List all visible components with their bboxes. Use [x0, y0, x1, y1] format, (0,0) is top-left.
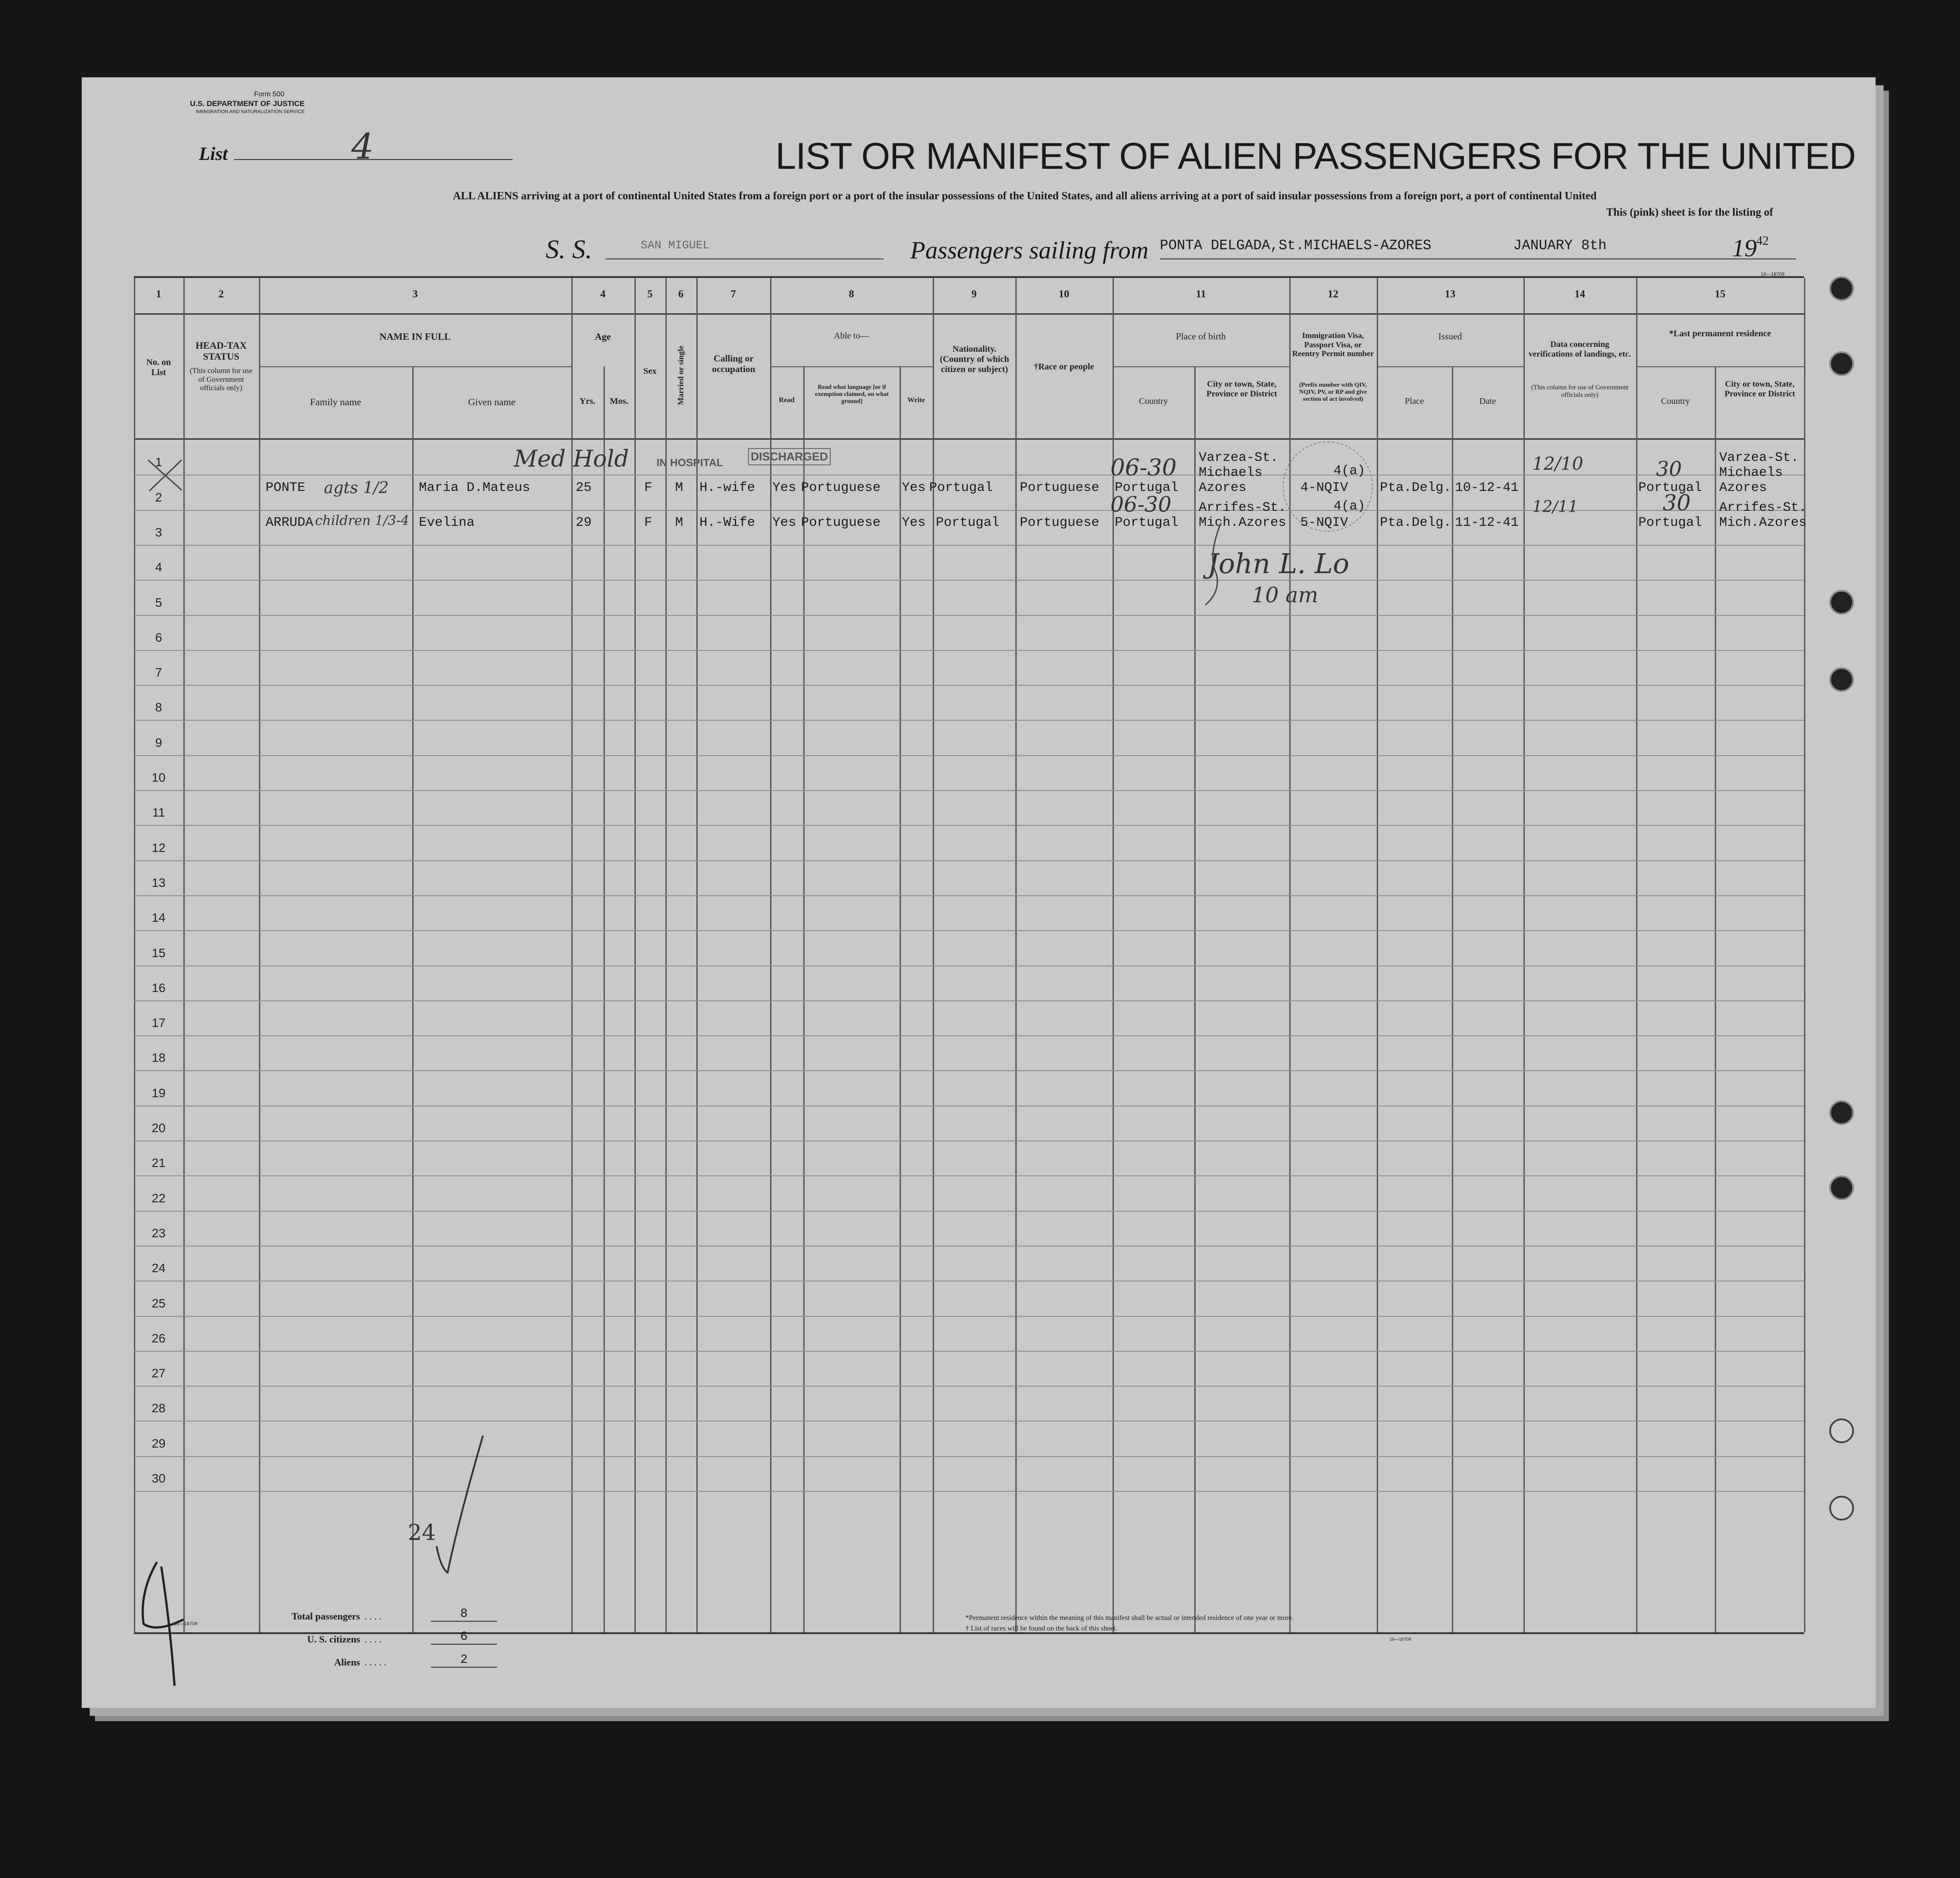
inspector-signature: John L. Lo	[1208, 547, 1349, 580]
row-line	[134, 1070, 1804, 1071]
sex: F	[644, 480, 653, 495]
col-number: 11	[1196, 289, 1206, 300]
header-given-name: Given name	[468, 396, 516, 407]
can-write: Yes	[902, 480, 926, 495]
ss-label: S. S.	[546, 235, 592, 264]
row-number: 24	[152, 1261, 166, 1275]
row-number: 14	[152, 911, 166, 925]
row-line	[134, 930, 1804, 931]
subtitle-line-2: This (pink) sheet is for the listing of	[1606, 206, 1774, 218]
issued-place: Pta.Delg.	[1380, 515, 1452, 530]
visa-section: 4(a)	[1333, 499, 1366, 514]
row-number: 8	[155, 700, 162, 715]
header-calling: Calling or occupation	[712, 353, 756, 375]
col-number: 4	[600, 289, 606, 300]
official-seal-stamp	[1283, 441, 1373, 532]
read-language: Portuguese	[801, 480, 881, 495]
row-line	[134, 1175, 1804, 1176]
row-number: 5	[155, 595, 162, 609]
binder-hole	[1829, 667, 1854, 692]
row-number: 4	[155, 560, 162, 574]
header-birth-city: City or town, State, Province or District	[1206, 380, 1277, 399]
subtitle-line-1: ALL ALIENS arriving at a port of continental United States from a foreign port or a port of the insular possessions of the United States, and all aliens arriving at a port of said insular possessions from a foreign port, a port of continental United	[453, 190, 1597, 202]
sailing-label: Passengers sailing from	[910, 237, 1149, 264]
binder-hole	[1829, 1175, 1854, 1200]
col-line	[1377, 278, 1378, 1632]
birth-city-line: Azores	[1199, 480, 1247, 495]
header-issued-date: Date	[1479, 396, 1496, 406]
aliens-value: 2	[431, 1653, 497, 1668]
total-passengers-label: Total passengers	[291, 1611, 360, 1622]
given-name: Evelina	[419, 515, 475, 530]
read-language: Portuguese	[801, 515, 881, 530]
col-line	[259, 278, 260, 1632]
row-line	[134, 1386, 1804, 1387]
header-rule	[134, 313, 1804, 315]
header-birth-country: Country	[1139, 396, 1168, 406]
header-nationality: Nationality. (Country of which citizen or subject)	[940, 344, 1009, 374]
manifest-sheet	[82, 77, 1876, 1708]
binder-hole	[1829, 276, 1854, 301]
row-number: 3	[155, 525, 162, 539]
discharged-stamp: DISCHARGED	[748, 448, 831, 465]
col-number: 8	[849, 289, 854, 300]
departure-port: PONTA DELGADA,St.MICHAELS-AZORES	[1160, 237, 1432, 254]
header-write: Write	[907, 396, 925, 404]
row-number: 16	[152, 981, 166, 995]
can-read: Yes	[772, 515, 797, 530]
row-number: 11	[152, 806, 165, 820]
arruda-note: children 1/3-4	[315, 513, 409, 528]
given-name: Maria D.Mateus	[419, 480, 531, 495]
residence-city-line: Azores	[1719, 480, 1767, 495]
time-note: 10 am	[1252, 583, 1318, 608]
row-number: 26	[152, 1331, 166, 1345]
header-read-language: Read what language [or if exemption claimed, on what ground]	[815, 384, 889, 405]
header-read: Read	[779, 396, 795, 404]
header-res-country: Country	[1661, 396, 1690, 406]
header-family-name: Family name	[310, 396, 361, 407]
binder-hole	[1829, 1496, 1854, 1521]
header-head-tax-note: (This column for use of Government officials only)	[190, 366, 253, 392]
header-last-residence: *Last permanent residence	[1669, 329, 1771, 338]
race: Portuguese	[1020, 515, 1100, 530]
med-hold-note: Med Hold	[514, 446, 629, 472]
service: IMMIGRATION AND NATURALIZATION SERVICE	[196, 109, 305, 114]
residence-city-line: Mich.Azores	[1719, 515, 1807, 530]
leader-dots: . . . .	[365, 1611, 382, 1622]
total-passengers-value: 8	[431, 1607, 497, 1622]
residence-city-line: Varzea-St.	[1719, 450, 1799, 465]
aliens-label: Aliens	[334, 1657, 360, 1668]
row-line	[134, 720, 1804, 721]
issued-date: 10-12-41	[1455, 480, 1519, 495]
header-married: Married or single	[676, 346, 685, 405]
col-line	[412, 366, 414, 1632]
col-line	[634, 278, 636, 1632]
binder-hole	[1829, 1418, 1854, 1443]
col-line	[803, 366, 805, 1632]
subheader-rule	[1113, 366, 1289, 367]
us-citizens-value: 6	[431, 1630, 497, 1645]
in-hospital-stamp: IN HOSPITAL	[657, 457, 723, 469]
footnote-code: 16—18709	[1390, 1637, 1411, 1642]
list-label: List	[199, 144, 228, 164]
row-line	[134, 755, 1804, 756]
header-yrs: Yrs.	[579, 396, 596, 406]
birth-city-line: Michaels	[1199, 465, 1263, 480]
row-line	[134, 1316, 1804, 1317]
header-sex: Sex	[643, 366, 657, 376]
subheader-rule	[1377, 366, 1523, 367]
row-number: 9	[155, 735, 162, 749]
row-line	[134, 895, 1804, 896]
row-line	[134, 860, 1804, 861]
col-line	[1523, 278, 1525, 1632]
ponte-note: agts 1/2	[324, 479, 389, 497]
residence-code-note: 30	[1656, 457, 1682, 481]
row-line	[134, 1421, 1804, 1422]
race: Portuguese	[1020, 480, 1100, 495]
birth-country: Portugal	[1115, 480, 1179, 495]
row-number: 18	[152, 1051, 166, 1065]
issued-hand-note: 12/11	[1532, 498, 1578, 516]
issued-hand-note: 12/10	[1532, 454, 1584, 474]
row-number: 22	[152, 1191, 166, 1205]
col-number: 3	[412, 289, 418, 300]
row-number: 21	[152, 1156, 166, 1170]
col-line	[1636, 278, 1637, 1632]
header-mos: Mos.	[610, 396, 628, 406]
row-line	[134, 1000, 1804, 1001]
residence-city-line: Arrifes-St.	[1719, 500, 1807, 515]
form-number: Form 500	[254, 91, 285, 98]
col-line	[665, 278, 667, 1632]
col-line	[1804, 278, 1805, 1632]
nationality: Portugal	[929, 480, 993, 495]
row-number: 1	[155, 455, 162, 469]
family-name: PONTE	[266, 480, 306, 495]
row-number: 20	[152, 1121, 166, 1135]
can-read: Yes	[772, 480, 797, 495]
row-line	[134, 1491, 1804, 1492]
large-check-mark	[130, 1558, 188, 1690]
row-line	[134, 685, 1804, 686]
col-line	[770, 278, 771, 1632]
row-line	[134, 1246, 1804, 1247]
row-number: 10	[152, 771, 166, 784]
header-bottom-rule	[134, 438, 1804, 440]
age-years: 29	[576, 515, 592, 530]
year-prefix: 19	[1732, 235, 1757, 262]
ship-name: SAN MIGUEL	[641, 239, 710, 252]
signature-stroke	[1203, 521, 1221, 601]
col-number: 5	[647, 289, 653, 300]
row-number: 2	[155, 490, 162, 504]
row-line	[134, 1035, 1804, 1036]
row-number: 23	[152, 1226, 166, 1240]
col-number: 12	[1328, 289, 1338, 300]
row-line	[134, 1456, 1804, 1457]
residence-city-line: Michaels	[1719, 465, 1783, 480]
row-number: 12	[152, 840, 166, 855]
visa-number: 5-NQIV	[1300, 515, 1348, 530]
header-race: †Race or people	[1033, 362, 1094, 372]
binder-hole	[1829, 1100, 1854, 1125]
header-issued: Issued	[1438, 331, 1462, 342]
nationality: Portugal	[936, 515, 1000, 530]
footnote-races: † List of races will be found on the back of this sheet.	[965, 1625, 1117, 1632]
row-number: 29	[152, 1436, 166, 1450]
tally-note: 24	[408, 1520, 436, 1545]
manifest-title: LIST OR MANIFEST OF ALIEN PASSENGERS FOR THE UNITED	[775, 135, 1856, 177]
header-visa-note: (Prefix number with QIV, NQIV, PV, or RP and give section of act involved)	[1299, 382, 1367, 403]
subheader-rule	[1636, 366, 1804, 367]
col-number: 2	[218, 289, 224, 300]
form-code-top: 16—18709	[1761, 272, 1785, 277]
col-line	[1015, 278, 1017, 1632]
col-number: 15	[1715, 289, 1725, 300]
header-place-of-birth: Place of birth	[1176, 331, 1226, 342]
row-line	[134, 650, 1804, 651]
col-number: 13	[1445, 289, 1455, 300]
col-line	[571, 278, 573, 1632]
row-number: 13	[152, 875, 166, 890]
col-line	[900, 366, 901, 1632]
col-number: 9	[971, 289, 977, 300]
col-line	[1452, 366, 1453, 1632]
row-number: 19	[152, 1086, 166, 1100]
row-line	[134, 1140, 1804, 1141]
col-number: 6	[678, 289, 684, 300]
row-number: 28	[152, 1401, 166, 1415]
occupation: H.-wife	[699, 480, 756, 495]
departure-date: JANUARY 8th	[1513, 237, 1607, 254]
code-note: 06-30	[1110, 455, 1177, 481]
row-line	[134, 790, 1804, 791]
birth-country: Portugal	[1115, 515, 1179, 530]
marital-status: M	[675, 515, 684, 530]
row-line	[134, 825, 1804, 826]
col-line	[1715, 366, 1716, 1632]
residence-country: Portugal	[1638, 480, 1702, 495]
cross-mark	[147, 459, 174, 486]
row-number: 7	[155, 665, 162, 680]
header-data-concerning: Data concerning verifications of landings, etc.	[1528, 340, 1631, 359]
issued-date: 11-12-41	[1455, 515, 1519, 530]
header-name-in-full: NAME IN FULL	[379, 331, 451, 342]
manifest-table	[134, 276, 1807, 1634]
code-note: 06-30	[1110, 492, 1172, 517]
binder-hole	[1829, 590, 1854, 615]
header-head-tax: HEAD-TAX STATUS	[195, 340, 247, 362]
col-line	[183, 278, 185, 1632]
col-number: 10	[1059, 289, 1069, 300]
col-line	[696, 278, 698, 1632]
us-citizens-label: U. S. citizens	[307, 1634, 360, 1645]
col-line	[134, 278, 135, 1632]
check-mark	[434, 1431, 487, 1577]
issued-place: Pta.Delg.	[1380, 480, 1452, 495]
row-number: 17	[152, 1016, 166, 1030]
list-number: 4	[351, 126, 374, 167]
row-line	[134, 1211, 1804, 1212]
col-line	[604, 366, 605, 1632]
row-number: 15	[152, 946, 166, 960]
row-number: 6	[155, 630, 162, 644]
row-number: 27	[152, 1366, 166, 1380]
age-years: 25	[576, 480, 592, 495]
binder-hole	[1829, 351, 1854, 376]
marital-status: M	[675, 480, 684, 495]
leader-dots: . . . . .	[365, 1657, 387, 1668]
subheader-rule	[770, 366, 933, 367]
row-line	[134, 580, 1804, 581]
department: U.S. DEPARTMENT OF JUSTICE	[190, 99, 305, 108]
subheader-rule	[259, 366, 571, 367]
col-number: 14	[1574, 289, 1585, 300]
visa-section: 4(a)	[1333, 464, 1366, 479]
can-write: Yes	[902, 515, 926, 530]
residence-country: Portugal	[1638, 515, 1702, 530]
leader-dots: . . . .	[365, 1634, 382, 1645]
row-line	[134, 615, 1804, 616]
header-visa: Immigration Visa, Passport Visa, or Reentry Permit number	[1292, 331, 1374, 358]
form-code-bottom: 16—18709	[174, 1621, 198, 1627]
sex: F	[644, 515, 653, 530]
occupation: H.-Wife	[699, 515, 756, 530]
col-line	[1194, 366, 1196, 1632]
year-suffix: 42	[1756, 234, 1769, 248]
col-number: 7	[730, 289, 736, 300]
visa-number: 4-NQIV	[1300, 480, 1348, 495]
header-able-to: Able to—	[834, 331, 869, 341]
birth-city-line: Arrifes-St.	[1199, 500, 1287, 515]
row-line	[134, 1351, 1804, 1352]
birth-city-line: Varzea-St.	[1199, 450, 1279, 465]
row-line	[134, 545, 1804, 546]
header-no-on-list: No. on List	[146, 357, 171, 377]
header-age: Age	[595, 331, 611, 342]
row-number: 30	[152, 1471, 166, 1485]
header-data-note: (This column for use of Government officials only)	[1531, 384, 1629, 399]
family-name: ARRUDA	[266, 515, 314, 530]
header-issued-place: Place	[1405, 396, 1424, 406]
residence-code-note: 30	[1663, 490, 1691, 516]
header-res-city: City or town, State, Province or District	[1724, 380, 1795, 399]
birth-city-line: Mich.Azores	[1199, 515, 1287, 530]
row-number: 25	[152, 1296, 166, 1310]
col-number: 1	[156, 289, 161, 300]
footnote-residence: *Permanent residence within the meaning of this manifest shall be actual or intended residence of one year or more.	[965, 1614, 1294, 1622]
